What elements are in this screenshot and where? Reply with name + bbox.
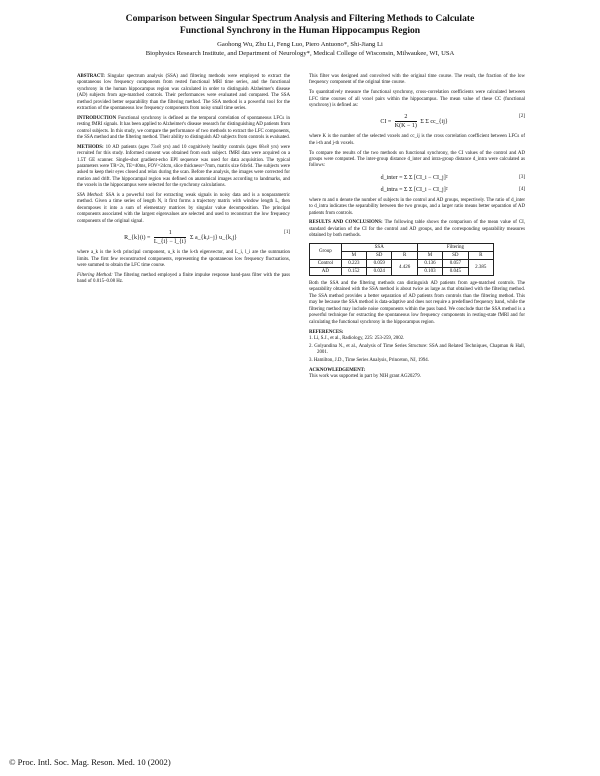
- cell-filter-sd: 0.057: [443, 260, 468, 268]
- discussion-paragraph: Both the SSA and the filtering methods can distinguish AD patients from age-matched controls. The separability obtained with the SSA method is about twice as large as that obtained with the filtering method. The SSA method provides a better separation of AD patients from controls than the filtering method. This may be because the SSA method is data-adaptive and does not require a predefined frequency band, while the filtering method may include noise components within the pass band. We conclude that the SSA method is a powerful technique for extracting the spontaneous low frequency components in resting-state fMRI and for calculating the functional synchrony in the hippocampus region.: [309, 281, 525, 325]
- acknowledgement-heading: ACKNOWLEDGEMENT:: [309, 367, 366, 373]
- cell-ssa-sd: 0.024: [367, 268, 392, 276]
- cell-filter-sd: 0.045: [443, 268, 468, 276]
- sub-ratio-filter: R: [468, 252, 493, 260]
- col-group-header: Group: [310, 244, 342, 260]
- eq4-number: [4]: [519, 186, 525, 192]
- eq2-fraction: [395, 113, 417, 130]
- distance-paragraph: To compare the results of the two methods on functional synchrony, the CI values of the control and AD groups were computed. The inter-group distance d_inter and intra-group distance d_intra were calculated as follows:: [309, 150, 525, 169]
- cell-ssa-mean: 0.223: [341, 260, 366, 268]
- title-line-2: Functional Synchrony in the Human Hippocampus Region: [179, 25, 421, 36]
- eq2-denominator: K(K − 1): [394, 123, 417, 130]
- title-line-1: Comparison between Singular Spectrum Analysis and Filtering Methods to Calculate: [125, 13, 475, 24]
- sub-mean-filter: M: [417, 252, 442, 260]
- paper-title: [60, 13, 540, 37]
- ssa-paragraph: [77, 193, 290, 225]
- cell-filter-mean: 0.136: [417, 260, 442, 268]
- col-filter-header: Filtering: [417, 244, 493, 252]
- ssa-heading: SSA Method:: [77, 193, 104, 199]
- eq2-numerator: 2: [395, 113, 417, 122]
- reference-item: 1. Li, S.J., et al., Radiology, 225: 253-259, 2002.: [309, 336, 405, 342]
- references-heading: REFERENCES:: [309, 329, 344, 335]
- filter-heading: Filtering Method:: [77, 272, 113, 278]
- methods-text: 10 AD patients (ages 73±8 yrs) and 10 cognitively healthy controls (ages 68±8 yrs) were recruited for this study. Informed consent was obtained from each subject. fMRI data were acquired on a 1.5T GE scanner. Single-shot gradient-echo EPI sequence was used for data acquisition. The typical parameters were TR=2s, TE=40ms, FOV=24cm, slice thickness=7mm, matrix size 64x64. The subjects were asked to keep their eyes closed and relax during the scan. Before the analysis, the images were corrected for motion and drift. The hippocampal region was defined on anatomical images according to landmarks, and the voxels in the hippocampus were selected for the synchrony calculations.: [77, 144, 290, 189]
- sub-sd-ssa: SD: [367, 252, 392, 260]
- col-ssa-header: SSA: [341, 244, 417, 252]
- ssa-paragraph-2: where a_k is the k-th principal component, u_k is the k-th eigenvector, and L_i, l_i are the summation limits. The first few reconstructed components, representing the spontaneous low frequency fluctuations, were summed to obtain the LFC time course.: [77, 250, 290, 268]
- reference-item: 3. Hamilton, J.D., Time Series Analysis, Princeton, NJ, 1994.: [309, 357, 429, 363]
- separability-paragraph: where m and n denote the number of subjects in the control and AD groups, respectively. The ratio of d_inter to d_intra indicates the separability between the two groups, and a larger ratio means better separation of AD patients from controls.: [309, 197, 525, 216]
- ci-definition-paragraph: where K is the number of the selected voxels and cc_ij is the cross correlation coefficient between LFCs of the i-th and j-th voxels.: [309, 134, 525, 146]
- filter-text: The filtering method employed a finite impulse response band-pass filter with the pass band of 0.015–0.08 Hz.: [77, 272, 290, 285]
- cell-group: AD: [310, 268, 342, 276]
- eq1-rhs: Σ a_{k,i−j} u_{k,j}: [189, 234, 238, 241]
- introduction-text: Functional synchrony is defined as the temporal correlation of spontaneous LFCs in resting fMRI signals. It has been applied to Alzheimer's disease research for distinguishing AD patients from control subjects. In this study, we compare the performance of two methods to extract the LFC components, the SSA method and the filtering method. Their ability to distinguish AD subjects from controls is evaluated.: [77, 115, 290, 141]
- eq2-rhs: Σ Σ cc_{ij}: [420, 119, 448, 126]
- eq2-lhs: CI =: [380, 119, 392, 126]
- methods-paragraph: [77, 145, 290, 190]
- results-table: [309, 243, 494, 276]
- cell-ssa-ratio: 4.426: [392, 260, 417, 276]
- abstract-heading: ABSTRACT:: [77, 74, 105, 79]
- left-column: [77, 74, 290, 289]
- proceedings-footer: © Proc. Intl. Soc. Mag. Reson. Med. 10 (2002): [9, 757, 171, 767]
- sub-ratio-ssa: R: [392, 252, 417, 260]
- author-block: [60, 41, 540, 58]
- eq1-lhs: R_{k}(i) =: [124, 234, 151, 241]
- cell-ssa-sd: 0.059: [367, 260, 392, 268]
- equation-4: [309, 186, 525, 194]
- equation-1: [77, 229, 290, 246]
- eq1-fraction: [154, 229, 187, 246]
- abstract-text: Singular spectrum analysis (SSA) and filtering methods were employed to extract the spontaneous low frequency components from rested functional MRI time series, and the functional synchrony in the human hippocampus region was calculated in order to distinguish Alzheimer's disease (AD) subjects from age-matched controls. Their performances were evaluated and compared. The SSA method provided better separability than the filtering method. The SSA method is a powerful tool for the extraction of the spontaneous low frequency components from noisy small time series.: [77, 74, 290, 112]
- filter-continued-paragraph: This filter was designed and convolved with the original time course. The result, the fraction of the low frequency component of the original time course.: [309, 74, 525, 86]
- eq2-number: [2]: [519, 114, 525, 120]
- abstract-paragraph: [77, 74, 290, 112]
- eq1-numerator: 1: [154, 229, 187, 238]
- cell-ssa-mean: 0.152: [341, 268, 366, 276]
- eq3-text: d_inter = Σ Σ [CI_i − CI_j]²: [380, 174, 448, 181]
- eq1-denominator: L_{i} − l_{i}: [153, 239, 187, 246]
- eq4-text: d_intra = Σ Σ [CI_i − CI_j]²: [380, 186, 448, 193]
- filter-paragraph: [77, 273, 290, 286]
- eq1-number: [1]: [284, 230, 290, 236]
- ssa-text: SSA is a powerful tool for extracting weak signals in noisy data and is a nonparametric method. Given a time series of length N, it first forms a trajectory matrix with window length L, then decomposes it into a sum of elementary matrices by singular value decomposition. The principal components associated with the largest eigenvalues are selected and used to reconstruct the low frequency components of the original signal.: [77, 193, 290, 224]
- cell-group: Control: [310, 260, 342, 268]
- equation-2: [309, 113, 525, 130]
- sub-mean-ssa: M: [341, 252, 366, 260]
- results-text: The following table shows the comparison of the mean value of CI, standard deviation of the CI for the control and AD groups, and the corresponding separability measures obtained by both methods.: [309, 220, 525, 239]
- introduction-heading: INTRODUCTION: [77, 115, 117, 121]
- synchrony-paragraph: To quantitatively measure the functional synchrony, cross-correlation coefficients were calculated between LFC time courses of all voxel pairs within the hippocampus. The mean value of these CC (functional synchrony) is defined as:: [309, 90, 525, 109]
- results-heading: RESULTS AND CONCLUSIONS:: [309, 220, 383, 226]
- author-affiliation: Biophysics Research Institute, and Department of Neurology*, Medical College of Wisconsin, Milwaukee, WI, USA: [145, 49, 455, 57]
- table-header-row: [310, 244, 494, 252]
- reference-item: 2. Golyandina N., et al., Analysis of Time Series Structure: SSA and Related Techniques, Chapman & Hall, 2001.: [309, 343, 525, 356]
- introduction-paragraph: [77, 116, 290, 142]
- methods-heading: METHODS:: [77, 144, 104, 150]
- cell-filter-ratio: 2.385: [468, 260, 493, 276]
- acknowledgement-text: This work was supported in part by NIH grant AG20279.: [309, 374, 421, 380]
- table-row: [310, 260, 494, 268]
- equation-3: [309, 174, 525, 182]
- right-column: [309, 74, 525, 381]
- cell-filter-mean: 0.103: [417, 268, 442, 276]
- sub-sd-filter: SD: [443, 252, 468, 260]
- eq3-number: [3]: [519, 174, 525, 180]
- results-paragraph: [309, 220, 525, 239]
- author-names: Gaohong Wu, Zhu Li, Feng Luo, Piero Antuono*, Shi-Jiang Li: [217, 41, 383, 48]
